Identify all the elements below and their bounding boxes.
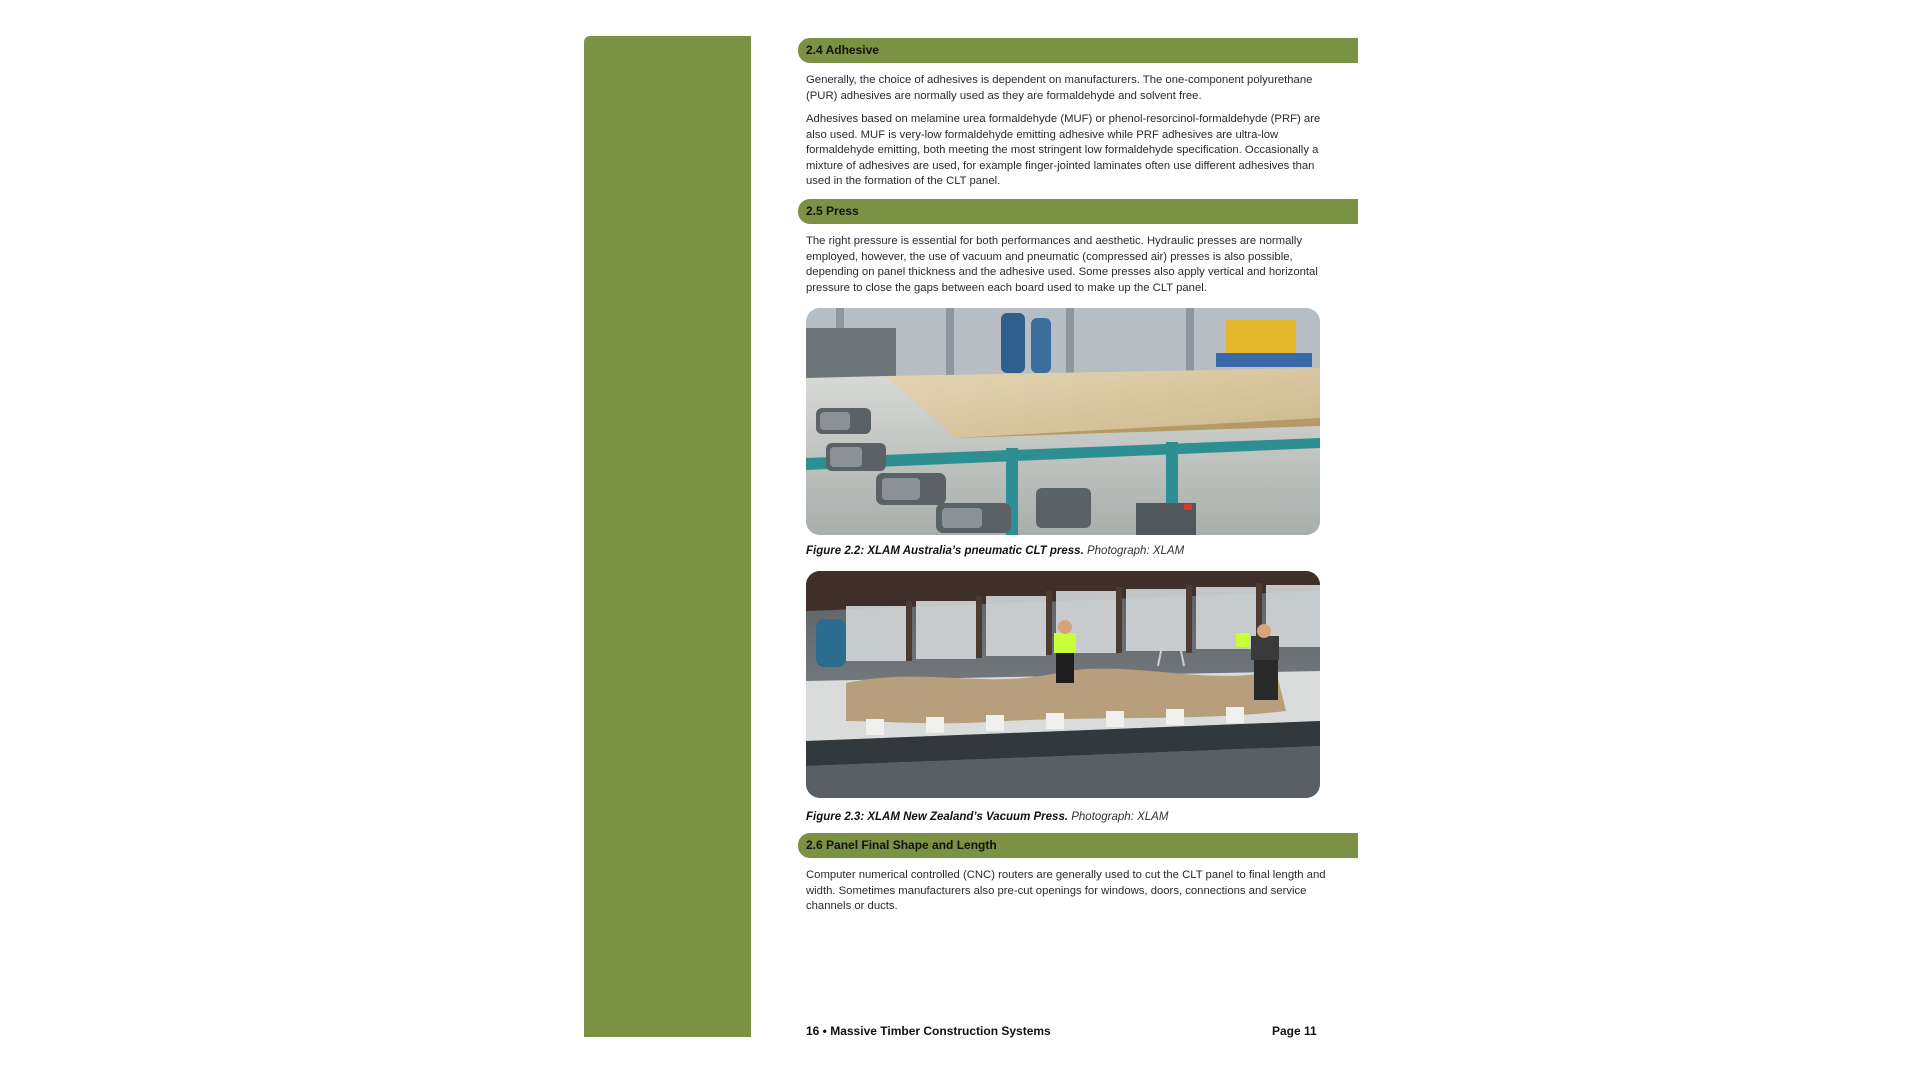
panel-paragraph-1: Computer numerical controlled (CNC) routers are generally used to cut the CLT panel to final length and width. Sometimes manufacturers also pre-cut openings for windows, doors, connections and service channels or ducts. [806, 869, 1326, 912]
section-heading-panel-final-shape: 2.6 Panel Final Shape and Length [798, 833, 1358, 858]
figure-2-3-credit: Photograph: XLAM [1071, 811, 1169, 823]
figure-2-2-caption [806, 545, 1184, 557]
figure-2-3-label: Figure 2.3: XLAM New Zealand’s Vacuum Press. [806, 811, 1069, 823]
photo-vacuum-press [806, 571, 1320, 798]
press-paragraph-1: The right pressure is essential for both performances and aesthetic. Hydraulic presses are normally employed, however, the use of vacuum and pneumatic (compressed air) presses is also possible, depending on panel thickness and the adhesive used. Some presses also apply vertical and horizontal pressure to close the gaps between each board used to make up the CLT panel. [806, 235, 1318, 294]
adhesive-paragraph-1: Generally, the choice of adhesives is dependent on manufacturers. The one-component polyurethane (PUR) adhesives are normally used as they are formaldehyde and solvent free. [806, 74, 1313, 102]
side-color-panel [584, 36, 751, 1037]
section-heading-adhesive: 2.4 Adhesive [798, 38, 1358, 63]
adhesive-paragraph-2: Adhesives based on melamine urea formaldehyde (MUF) or phenol-resorcinol-formaldehyde (PRF) are also used. MUF is very-low formaldehyde emitting adhesive while PRF adhesives are ultra-low formaldehyde emitting, both meeting the most stringent low formaldehyde specification. Occasionally a mixture of adhesives are used, for example finger-jointed laminates often use different adhesives than used in the formation of the CLT panel. [806, 113, 1321, 187]
figure-2-2-credit: Photograph: XLAM [1086, 545, 1185, 557]
footer-publication-title: 16 • Massive Timber Construction Systems [806, 1024, 1051, 1038]
footer-page-number: Page 11 [1272, 1024, 1317, 1038]
section-heading-press: 2.5 Press [798, 199, 1358, 224]
figure-2-2-label: Figure 2.2: XLAM Australia’s pneumatic CLT press. [806, 545, 1084, 557]
photo-pneumatic-clt-press [806, 308, 1320, 535]
figure-2-3-caption [806, 811, 1168, 823]
